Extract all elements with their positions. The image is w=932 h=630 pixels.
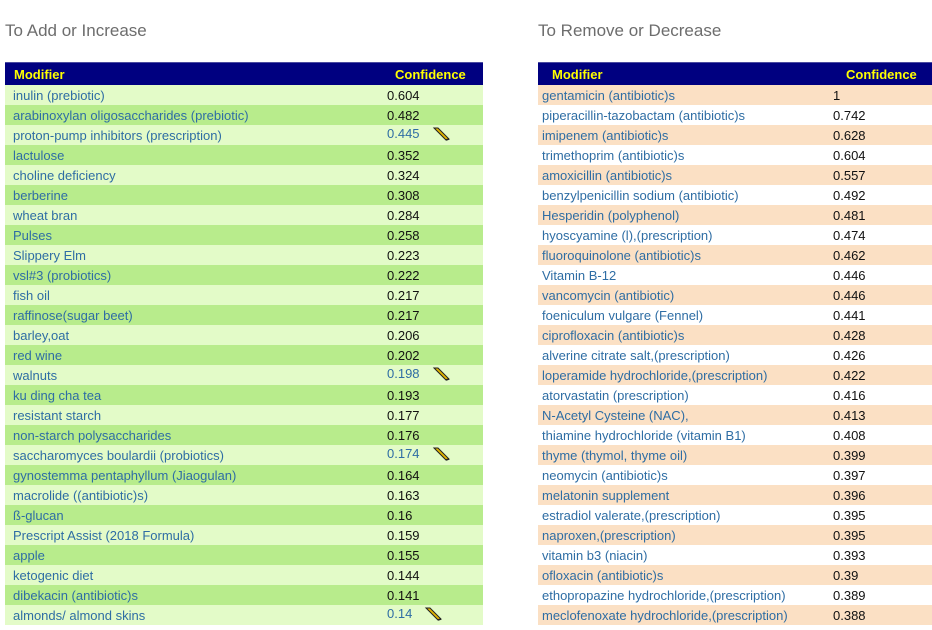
confidence-value: 0.163 — [387, 487, 420, 503]
modifier-link[interactable]: alverine citrate salt,(prescription) — [538, 345, 833, 365]
modifier-link[interactable]: Prescript Assist (2018 Formula) — [5, 525, 387, 545]
confidence-value: 0.395 — [833, 507, 866, 523]
confidence-value: 0.395 — [833, 527, 866, 543]
confidence-cell — [833, 305, 932, 325]
confidence-cell — [387, 465, 483, 485]
table-row — [538, 325, 932, 345]
confidence-cell — [387, 345, 483, 365]
table-row — [538, 305, 932, 325]
confidence-value: 0.222 — [387, 267, 420, 283]
modifier-link[interactable]: Slippery Elm — [5, 245, 387, 265]
table-row — [5, 605, 483, 625]
confidence-value: 0.159 — [387, 527, 420, 543]
table-row — [5, 405, 483, 425]
confidence-value: 0.408 — [833, 427, 866, 443]
confidence-cell — [387, 325, 483, 345]
confidence-cell — [387, 485, 483, 505]
confidence-cell — [387, 385, 483, 405]
panel-title: To Add or Increase — [5, 21, 147, 40]
confidence-value: 0.202 — [387, 347, 420, 363]
table-row — [5, 425, 483, 445]
table-row — [538, 285, 932, 305]
modifier-link[interactable]: amoxicillin (antibiotic)s — [538, 165, 833, 185]
table-row — [538, 265, 932, 285]
confidence-value: 0.399 — [833, 447, 866, 463]
confidence-cell — [833, 605, 932, 625]
confidence-value: 0.604 — [833, 147, 866, 163]
table-row — [5, 245, 483, 265]
confidence-cell — [387, 305, 483, 325]
confidence-cell — [387, 145, 483, 165]
confidence-cell — [387, 545, 483, 565]
confidence-value: 0.223 — [387, 247, 420, 263]
modifier-link[interactable]: loperamide hydrochloride,(prescription) — [538, 365, 833, 385]
table-row — [538, 225, 932, 245]
modifier-link[interactable]: almonds/ almond skins — [5, 605, 387, 625]
modifier-link[interactable]: trimethoprim (antibiotic)s — [538, 145, 833, 165]
table-row — [5, 285, 483, 305]
table-row — [538, 125, 932, 145]
modifier-link[interactable]: raffinose(sugar beet) — [5, 305, 387, 325]
confidence-value: 0.308 — [387, 187, 420, 203]
table-row — [538, 485, 932, 505]
confidence-value: 0.389 — [833, 587, 866, 603]
modifier-link[interactable]: wheat bran — [5, 205, 387, 225]
modifier-link[interactable]: ofloxacin (antibiotic)s — [538, 565, 833, 585]
confidence-value: 0.388 — [833, 607, 866, 623]
confidence-cell — [833, 565, 932, 585]
modifier-link[interactable]: Hesperidin (polyphenol) — [538, 205, 833, 225]
table-row — [5, 145, 483, 165]
modifier-link[interactable]: neomycin (antibiotic)s — [538, 465, 833, 485]
confidence-value: 0.141 — [387, 587, 420, 603]
modifier-link[interactable]: melatonin supplement — [538, 485, 833, 505]
confidence-value: 0.193 — [387, 387, 420, 403]
modifier-link[interactable]: ku ding cha tea — [5, 385, 387, 405]
confidence-cell — [833, 545, 932, 565]
confidence-cell[interactable] — [387, 365, 483, 385]
confidence-value: 0.217 — [387, 287, 420, 303]
modifier-link[interactable]: non-starch polysaccharides — [5, 425, 387, 445]
confidence-cell — [833, 585, 932, 605]
confidence-cell — [833, 125, 932, 145]
modifier-link[interactable]: vsl#3 (probiotics) — [5, 265, 387, 285]
modifier-link[interactable]: saccharomyces boulardii (probiotics) — [5, 445, 387, 465]
modifier-link[interactable]: dibekacin (antibiotic)s — [5, 585, 387, 605]
modifier-link[interactable]: benzylpenicillin sodium (antibiotic) — [538, 185, 833, 205]
confidence-cell — [387, 225, 483, 245]
table-row — [5, 105, 483, 125]
table-row — [538, 105, 932, 125]
table-row — [5, 505, 483, 525]
table-row — [538, 505, 932, 525]
table-row — [5, 545, 483, 565]
confidence-value[interactable]: 0.14 — [387, 606, 413, 622]
table-row — [5, 185, 483, 205]
confidence-cell — [387, 425, 483, 445]
modifier-link[interactable]: ethopropazine hydrochloride,(prescription) — [538, 585, 833, 605]
confidence-cell — [833, 485, 932, 505]
confidence-cell — [387, 525, 483, 545]
table-row — [538, 385, 932, 405]
confidence-value: 0.413 — [833, 407, 866, 423]
confidence-cell — [387, 265, 483, 285]
confidence-value[interactable]: 0.174 — [387, 446, 420, 462]
confidence-value: 0.482 — [387, 107, 420, 123]
modifier-link[interactable]: fluoroquinolone (antibiotic)s — [538, 245, 833, 265]
confidence-cell — [833, 285, 932, 305]
confidence-cell — [387, 285, 483, 305]
table-row — [5, 305, 483, 325]
confidence-value: 0.446 — [833, 267, 866, 283]
modifier-link[interactable]: thiamine hydrochloride (vitamin B1) — [538, 425, 833, 445]
confidence-cell — [833, 205, 932, 225]
confidence-cell — [387, 565, 483, 585]
confidence-value: 0.16 — [387, 507, 413, 523]
confidence-value: 0.441 — [833, 307, 866, 323]
confidence-value: 0.393 — [833, 547, 866, 563]
table-row — [538, 185, 932, 205]
confidence-value: 0.155 — [387, 547, 420, 563]
confidence-value[interactable]: 0.198 — [387, 366, 420, 382]
modifier-link[interactable]: Vitamin B-12 — [538, 265, 833, 285]
table-row — [5, 165, 483, 185]
modifier-link[interactable]: apple — [5, 545, 387, 565]
table-row — [538, 405, 932, 425]
confidence-cell — [833, 325, 932, 345]
column-header-modifier[interactable]: Modifier — [5, 63, 387, 86]
table-header-row — [538, 63, 932, 86]
confidence-cell — [833, 105, 932, 125]
modifier-link[interactable]: naproxen,(prescription) — [538, 525, 833, 545]
table-row — [5, 485, 483, 505]
confidence-cell — [833, 505, 932, 525]
modifier-link[interactable]: ciprofloxacin (antibiotic)s — [538, 325, 833, 345]
table-row — [538, 525, 932, 545]
confidence-value: 0.217 — [387, 307, 420, 323]
confidence-cell — [387, 405, 483, 425]
confidence-cell — [833, 385, 932, 405]
confidence-value: 0.481 — [833, 207, 866, 223]
table-row — [5, 465, 483, 485]
table-row — [538, 165, 932, 185]
modifier-link[interactable]: gynostemma pentaphyllum (Jiaogulan) — [5, 465, 387, 485]
confidence-value: 0.492 — [833, 187, 866, 203]
confidence-value: 1 — [833, 87, 841, 103]
confidence-cell — [833, 265, 932, 285]
modifier-link[interactable]: vancomycin (antibiotic) — [538, 285, 833, 305]
modifier-link[interactable]: red wine — [5, 345, 387, 365]
table-row — [538, 545, 932, 565]
table-row — [5, 365, 483, 385]
modifier-link[interactable]: choline deficiency — [5, 165, 387, 185]
modifier-link[interactable]: walnuts — [5, 365, 387, 385]
table-row — [5, 265, 483, 285]
confidence-value: 0.258 — [387, 227, 420, 243]
modifier-link[interactable]: piperacillin-tazobactam (antibiotic)s — [538, 105, 833, 125]
confidence-value: 0.446 — [833, 287, 866, 303]
panel-title: To Remove or Decrease — [538, 21, 722, 40]
table-row — [538, 445, 932, 465]
modifier-link[interactable]: arabinoxylan oligosaccharides (prebiotic) — [5, 105, 387, 125]
table-row — [538, 605, 932, 625]
table-row — [538, 245, 932, 265]
confidence-cell — [833, 245, 932, 265]
confidence-cell — [833, 525, 932, 545]
confidence-value: 0.164 — [387, 467, 420, 483]
confidence-value: 0.324 — [387, 167, 420, 183]
modifier-link[interactable]: resistant starch — [5, 405, 387, 425]
confidence-cell — [387, 165, 483, 185]
confidence-value: 0.39 — [833, 567, 859, 583]
confidence-value: 0.462 — [833, 247, 866, 263]
confidence-value: 0.284 — [387, 207, 420, 223]
modifier-link[interactable]: gentamicin (antibiotic)s — [538, 85, 833, 105]
confidence-cell — [387, 505, 483, 525]
remove-or-decrease-panel — [538, 0, 932, 625]
column-header-confidence[interactable]: Confidence — [833, 63, 932, 86]
pencil-icon[interactable] — [432, 447, 450, 464]
table-row — [5, 225, 483, 245]
confidence-cell — [833, 185, 932, 205]
column-header-modifier[interactable]: Modifier — [538, 63, 833, 86]
table-row — [538, 365, 932, 385]
confidence-value: 0.397 — [833, 467, 866, 483]
confidence-value: 0.422 — [833, 367, 866, 383]
confidence-cell[interactable] — [387, 605, 483, 625]
confidence-value: 0.416 — [833, 387, 866, 403]
table-row — [5, 85, 483, 105]
confidence-value: 0.628 — [833, 127, 866, 143]
confidence-value: 0.352 — [387, 147, 420, 163]
confidence-value: 0.428 — [833, 327, 866, 343]
add-modifiers-table — [5, 62, 483, 625]
table-row — [5, 385, 483, 405]
modifier-link[interactable]: ß-glucan — [5, 505, 387, 525]
modifier-link[interactable]: imipenem (antibiotic)s — [538, 125, 833, 145]
table-row — [5, 585, 483, 605]
confidence-cell — [387, 205, 483, 225]
confidence-cell — [387, 585, 483, 605]
modifier-link[interactable]: berberine — [5, 185, 387, 205]
modifier-link[interactable]: Pulses — [5, 225, 387, 245]
table-row — [5, 325, 483, 345]
column-header-confidence[interactable]: Confidence — [387, 63, 483, 86]
confidence-cell — [833, 365, 932, 385]
pencil-icon[interactable] — [424, 607, 442, 624]
add-or-increase-panel — [5, 0, 483, 625]
modifier-link[interactable]: lactulose — [5, 145, 387, 165]
modifier-link[interactable]: meclofenoxate hydrochloride,(prescription) — [538, 605, 833, 625]
confidence-value: 0.604 — [387, 87, 420, 103]
confidence-cell — [833, 445, 932, 465]
table-header-row — [5, 63, 483, 86]
confidence-cell — [833, 145, 932, 165]
add-table-body — [5, 85, 483, 625]
confidence-cell — [387, 85, 483, 105]
confidence-value: 0.144 — [387, 567, 420, 583]
table-row — [538, 585, 932, 605]
modifier-link[interactable]: atorvastatin (prescription) — [538, 385, 833, 405]
confidence-cell — [833, 85, 932, 105]
confidence-cell — [833, 405, 932, 425]
confidence-value: 0.557 — [833, 167, 866, 183]
modifier-link[interactable]: vitamin b3 (niacin) — [538, 545, 833, 565]
confidence-value: 0.176 — [387, 427, 420, 443]
modifier-link[interactable]: proton-pump inhibitors (prescription) — [5, 125, 387, 145]
confidence-value: 0.474 — [833, 227, 866, 243]
confidence-cell — [833, 345, 932, 365]
modifier-link[interactable]: foeniculum vulgare (Fennel) — [538, 305, 833, 325]
confidence-value: 0.206 — [387, 327, 420, 343]
modifier-link[interactable]: estradiol valerate,(prescription) — [538, 505, 833, 525]
table-row — [538, 345, 932, 365]
confidence-value: 0.396 — [833, 487, 866, 503]
modifier-link[interactable]: macrolide ((antibiotic)s) — [5, 485, 387, 505]
confidence-cell — [387, 185, 483, 205]
modifier-link[interactable]: inulin (prebiotic) — [5, 85, 387, 105]
confidence-cell — [387, 105, 483, 125]
confidence-cell — [833, 225, 932, 245]
table-row — [5, 205, 483, 225]
confidence-cell — [833, 165, 932, 185]
modifier-link[interactable]: fish oil — [5, 285, 387, 305]
pencil-icon[interactable] — [432, 127, 450, 144]
remove-modifiers-table — [538, 62, 932, 625]
confidence-value: 0.426 — [833, 347, 866, 363]
confidence-value: 0.742 — [833, 107, 866, 123]
table-row — [538, 205, 932, 225]
modifier-link[interactable]: thyme (thymol, thyme oil) — [538, 445, 833, 465]
pencil-icon[interactable] — [432, 367, 450, 384]
confidence-cell[interactable] — [387, 445, 483, 465]
confidence-value[interactable]: 0.445 — [387, 126, 420, 142]
table-row — [538, 425, 932, 445]
table-row — [5, 125, 483, 145]
modifier-link[interactable]: ketogenic diet — [5, 565, 387, 585]
table-row — [5, 445, 483, 465]
table-row — [5, 345, 483, 365]
confidence-cell — [833, 465, 932, 485]
remove-table-body — [538, 85, 932, 625]
table-row — [538, 145, 932, 165]
modifier-link[interactable]: barley,oat — [5, 325, 387, 345]
modifier-link[interactable]: hyoscyamine (l),(prescription) — [538, 225, 833, 245]
table-row — [538, 565, 932, 585]
confidence-value: 0.177 — [387, 407, 420, 423]
confidence-cell[interactable] — [387, 125, 483, 145]
confidence-cell — [833, 425, 932, 445]
table-row — [5, 565, 483, 585]
table-row — [5, 525, 483, 545]
table-row — [538, 465, 932, 485]
modifier-link[interactable]: N-Acetyl Cysteine (NAC), — [538, 405, 833, 425]
table-row — [538, 85, 932, 105]
confidence-cell — [387, 245, 483, 265]
